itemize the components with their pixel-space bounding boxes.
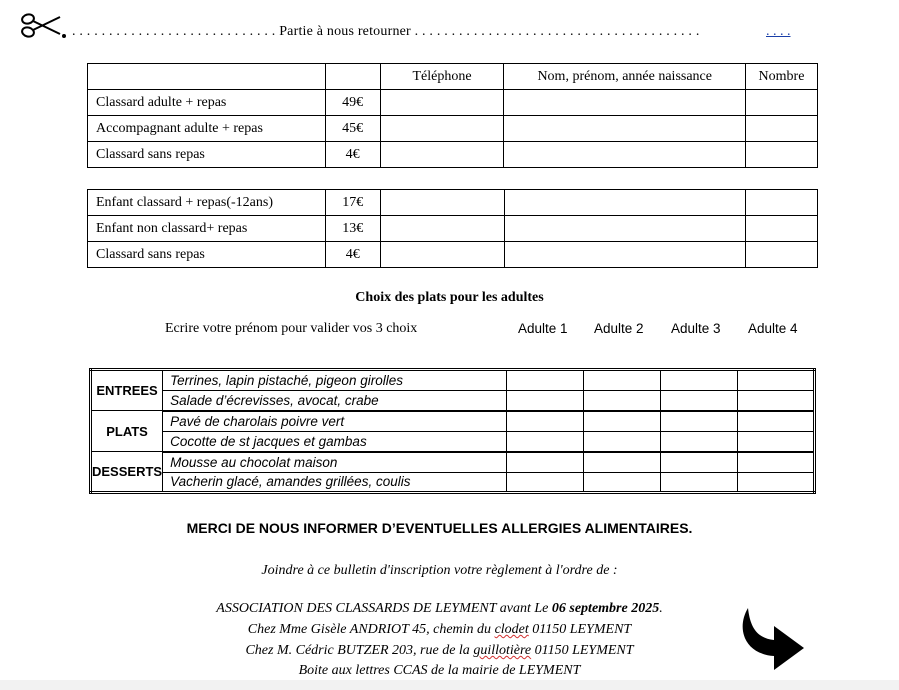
menu-choice-table (89, 368, 816, 494)
name-cell[interactable] (504, 190, 746, 216)
count-cell[interactable] (746, 116, 818, 142)
deadline-date: 06 septembre 2025 (551, 601, 660, 616)
choice-cell[interactable] (661, 431, 738, 452)
category-desserts: DESSERTS (91, 452, 163, 493)
table-row (91, 431, 815, 452)
row-label: Accompagnant adulte + repas (88, 116, 326, 142)
choice-cell[interactable] (661, 472, 738, 493)
count-cell[interactable] (746, 190, 818, 216)
choix-instruction: Ecrire votre prénom pour valider vos 3 choix (165, 321, 418, 336)
address-line-2-end: 01150 LEYMENT (528, 622, 632, 637)
name-cell[interactable] (504, 90, 746, 116)
dish-item: Cocotte de st jacques et gambas (163, 431, 507, 452)
scissors-icon (20, 10, 68, 40)
choice-cell[interactable] (738, 452, 815, 473)
choice-cell[interactable] (507, 452, 584, 473)
spelling-flag: guillotière (473, 643, 532, 658)
choice-cell[interactable] (661, 370, 738, 391)
choice-cell[interactable] (738, 431, 815, 452)
telephone-cell[interactable] (380, 242, 504, 268)
table-row (88, 116, 818, 142)
table-row (88, 242, 818, 268)
choice-cell[interactable] (507, 472, 584, 493)
payment-instruction: Joindre à ce bulletin d'inscription votre règlement à l'ordre de : (261, 563, 618, 578)
row-price: 45€ (325, 116, 380, 142)
row-label: Enfant classard + repas(-12ans) (88, 190, 326, 216)
choice-cell[interactable] (584, 452, 661, 473)
row-price: 4€ (325, 142, 380, 168)
row-label: Classard sans repas (88, 142, 326, 168)
header-nom: Nom, prénom, année naissance (504, 64, 746, 90)
choix-title: Choix des plats pour les adultes (355, 290, 544, 305)
table-row (88, 142, 818, 168)
choice-cell[interactable] (584, 431, 661, 452)
choice-cell[interactable] (661, 390, 738, 411)
curved-arrow-right-icon (736, 606, 808, 678)
dish-item: Terrines, lapin pistaché, pigeon girolles (163, 370, 507, 391)
choice-cell[interactable] (507, 411, 584, 432)
address-line-3-text: Chez M. Cédric BUTZER 203, rue de la (245, 643, 474, 658)
header-telephone: Téléphone (380, 64, 504, 90)
table-header-row (88, 64, 818, 90)
header-nombre: Nombre (746, 64, 818, 90)
count-cell[interactable] (746, 242, 818, 268)
choice-cell[interactable] (584, 370, 661, 391)
choice-cell[interactable] (584, 472, 661, 493)
spelling-flag: clodet (494, 622, 529, 637)
category-plats: PLATS (91, 411, 163, 452)
name-cell[interactable] (504, 216, 746, 242)
cut-line (20, 10, 810, 44)
table-row (91, 370, 815, 391)
address-line-4: Boite aux lettres CCAS de la mairie de LEYMENT (298, 663, 581, 678)
dish-item: Pavé de charolais poivre vert (163, 411, 507, 432)
table-row (91, 390, 815, 411)
choice-cell[interactable] (738, 411, 815, 432)
adult-4-label: Adulte 4 (748, 321, 798, 336)
name-cell[interactable] (504, 242, 746, 268)
header-cell (325, 64, 380, 90)
dish-item: Vacherin glacé, amandes grillées, coulis (163, 472, 507, 493)
telephone-cell[interactable] (380, 216, 504, 242)
choice-cell[interactable] (738, 390, 815, 411)
name-cell[interactable] (504, 116, 746, 142)
choice-cell[interactable] (507, 390, 584, 411)
table-row (88, 190, 818, 216)
count-cell[interactable] (746, 142, 818, 168)
choice-cell[interactable] (584, 390, 661, 411)
cut-line-text: . . . . . . . . . . . . . . . . . . . . . . . . . . . . Partie à nous retourner . . . . . . . . . . . . . . . . . . . . . . . . . . . . . . . . . . . . . . . (72, 24, 700, 39)
adult-1-label: Adulte 1 (518, 321, 568, 336)
dish-item: Mousse au chocolat maison (163, 452, 507, 473)
table-row (88, 216, 818, 242)
address-line-2-text: Chez Mme Gisèle ANDRIOT 45, chemin du (247, 622, 495, 637)
count-cell[interactable] (746, 216, 818, 242)
row-label: Classard adulte + repas (88, 90, 326, 116)
choice-cell[interactable] (584, 411, 661, 432)
category-entrees: ENTREES (91, 370, 163, 411)
cut-line-tail: . . . . (766, 24, 791, 39)
telephone-cell[interactable] (380, 142, 504, 168)
row-price: 17€ (325, 190, 380, 216)
choice-cell[interactable] (738, 370, 815, 391)
choice-cell[interactable] (661, 411, 738, 432)
allergies-notice: MERCI DE NOUS INFORMER D’EVENTUELLES ALLERGIES ALIMENTAIRES. (186, 520, 693, 536)
name-cell[interactable] (504, 142, 746, 168)
header-cell (88, 64, 326, 90)
telephone-cell[interactable] (380, 190, 504, 216)
address-line-1-end: . (659, 601, 663, 616)
table-row (91, 452, 815, 473)
choice-cell[interactable] (507, 431, 584, 452)
bottom-bar (0, 680, 899, 690)
table-row (88, 90, 818, 116)
row-price: 49€ (325, 90, 380, 116)
address-line-1-text: ASSOCIATION DES CLASSARDS DE LEYMENT avant Le (216, 601, 552, 616)
dish-item: Salade d’écrevisses, avocat, crabe (163, 390, 507, 411)
row-label: Enfant non classard+ repas (88, 216, 326, 242)
child-registration-table (87, 189, 818, 268)
choice-cell[interactable] (507, 370, 584, 391)
table-row (91, 411, 815, 432)
telephone-cell[interactable] (380, 116, 504, 142)
adult-3-label: Adulte 3 (671, 321, 721, 336)
telephone-cell[interactable] (380, 90, 504, 116)
choice-cell[interactable] (661, 452, 738, 473)
table-row (91, 472, 815, 493)
count-cell[interactable] (746, 90, 818, 116)
address-line-3-end: 01150 LEYMENT (531, 643, 634, 658)
row-label: Classard sans repas (88, 242, 326, 268)
choice-cell[interactable] (738, 472, 815, 493)
adult-registration-table (87, 63, 818, 168)
row-price: 13€ (325, 216, 380, 242)
row-price: 4€ (325, 242, 380, 268)
adult-2-label: Adulte 2 (594, 321, 644, 336)
